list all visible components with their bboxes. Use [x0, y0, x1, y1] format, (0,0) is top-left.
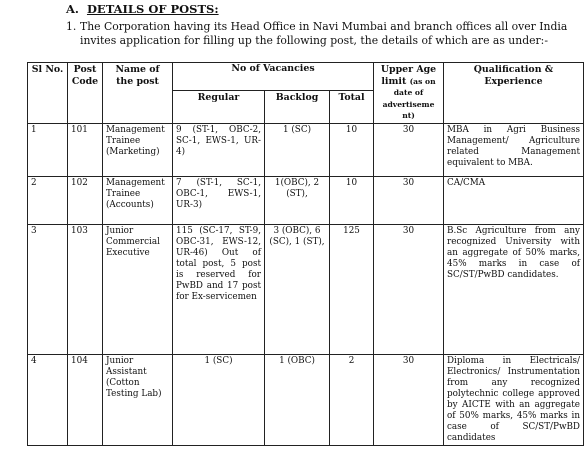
cell-sl: 2: [28, 176, 68, 224]
cell-backlog: 3 (OBC), 6 (SC), 1 (ST),: [265, 224, 330, 354]
cell-regular: 115 (SC-17, ST-9, OBC-31, EWS-12, UR-46) Out of total post, 5 post is reserved for PwBD and 17 post for Ex-servicemen: [173, 224, 265, 354]
section-label: A.: [66, 2, 79, 16]
cell-post-name: Junior Assistant (Cotton Testing Lab): [103, 354, 173, 445]
cell-total: 125: [330, 224, 374, 354]
header-vacancies: No of Vacancies: [173, 63, 374, 91]
cell-regular: 1 (SC): [173, 354, 265, 445]
header-age-note: (as on date of advertiseme nt): [382, 76, 436, 120]
cell-sl: 4: [28, 354, 68, 445]
cell-regular: 7 (ST-1, SC-1, OBC-1, EWS-1, UR-3): [173, 176, 265, 224]
cell-code: 104: [68, 354, 103, 445]
header-age-main: Upper Age limit: [380, 64, 437, 87]
cell-age: 30: [374, 224, 444, 354]
cell-post-name: Management Trainee (Accounts): [103, 176, 173, 224]
header-post-name: Name of the post: [103, 63, 173, 124]
cell-code: 102: [68, 176, 103, 224]
cell-code: 103: [68, 224, 103, 354]
section-heading: [66, 2, 219, 16]
cell-qualification: CA/CMA: [444, 176, 584, 224]
cell-backlog: 1 (OBC): [265, 354, 330, 445]
table-row: [28, 123, 584, 176]
header-row-1: [28, 63, 584, 91]
header-backlog: Backlog: [265, 91, 330, 124]
cell-age: 30: [374, 123, 444, 176]
cell-sl: 1: [28, 123, 68, 176]
cell-age: 30: [374, 176, 444, 224]
cell-qualification: MBA in Agri Business Management/ Agriculture related Management equivalent to MBA.: [444, 123, 584, 176]
section-title: DETAILS OF POSTS:: [86, 2, 219, 16]
cell-backlog: 1 (SC): [265, 123, 330, 176]
header-post-code: Post Code: [68, 63, 103, 124]
header-age-limit: [374, 63, 444, 124]
intro-paragraph: [66, 20, 582, 48]
intro-number: 1.: [66, 20, 77, 33]
table-row: [28, 176, 584, 224]
cell-post-name: Junior Commercial Executive: [103, 224, 173, 354]
cell-sl: 3: [28, 224, 68, 354]
cell-code: 101: [68, 123, 103, 176]
header-regular: Regular: [173, 91, 265, 124]
cell-qualification: B.Sc Agriculture from any recognized University with an aggregate of 50% marks, 45% marks in case of SC/ST/PwBD candidates.: [444, 224, 584, 354]
posts-table: [27, 62, 584, 446]
header-sl: Sl No.: [28, 63, 68, 124]
header-qualification: Qualification & Experience: [444, 63, 584, 124]
table-row: [28, 354, 584, 445]
header-total: Total: [330, 91, 374, 124]
table-row: [28, 224, 584, 354]
cell-backlog: 1(OBC), 2 (ST),: [265, 176, 330, 224]
cell-qualification: Diploma in Electricals/ Electronics/ Instrumentation from any recognized polytechnic college approved by AICTE with an aggregate of 50% marks, 45% marks in case of SC/ST/PwBD candidates: [444, 354, 584, 445]
cell-post-name: Management Trainee (Marketing): [103, 123, 173, 176]
intro-text: The Corporation having its Head Office in Navi Mumbai and branch offices all over India invites application for filling up the following post, the details of which are as under:-: [80, 20, 568, 47]
cell-regular: 9 (ST-1, OBC-2, SC-1, EWS-1, UR-4): [173, 123, 265, 176]
cell-total: 10: [330, 123, 374, 176]
cell-total: 2: [330, 354, 374, 445]
cell-total: 10: [330, 176, 374, 224]
cell-age: 30: [374, 354, 444, 445]
